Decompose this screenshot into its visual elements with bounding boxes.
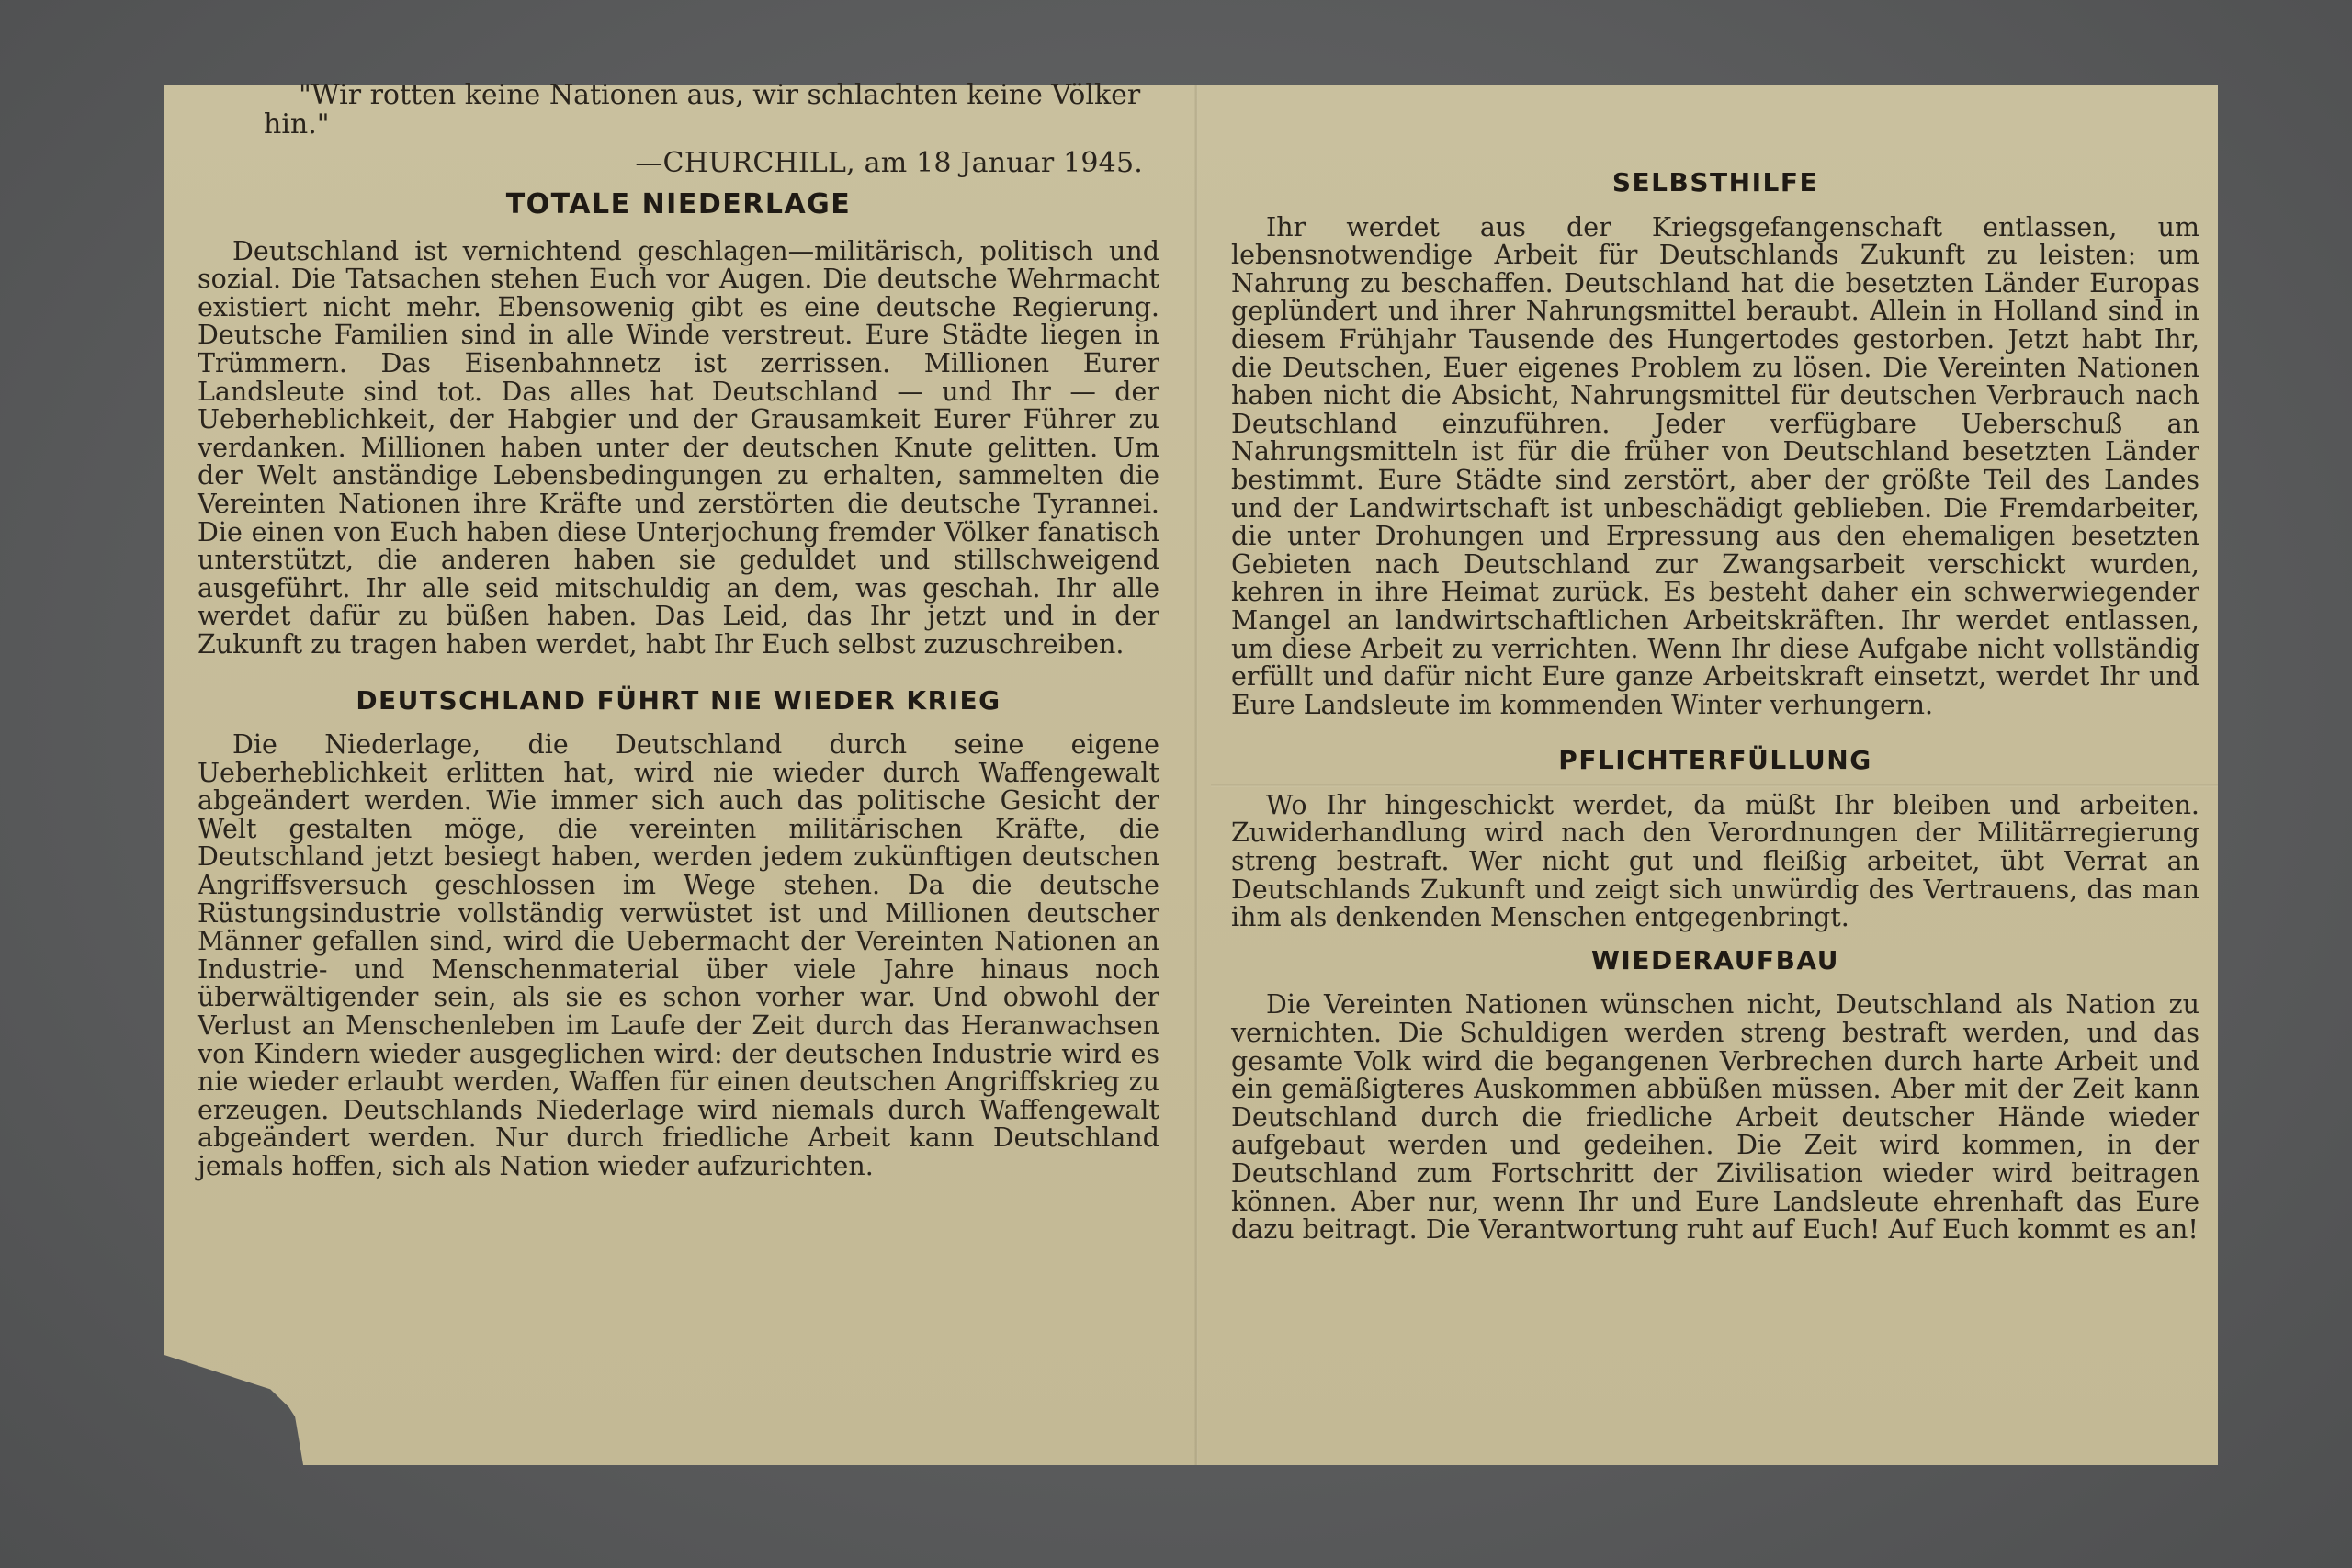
- heading-wiederaufbau: WIEDERAUFBAU: [1591, 944, 1839, 976]
- heading-pflichterfuellung: PFLICHTERFÜLLUNG: [1558, 745, 1872, 776]
- paragraph-pflichterfuellung: Wo Ihr hingeschickt werdet, da müßt Ihr bleiben und arbeiten. Zuwiderhandlung wird nach den Verordnungen der Militärregierung streng bestraft. Wer nicht gut und fleißig arbeitet, übt Verrat an Deutschlands Zukunft und zeigt sich unwürdig des Vertrauens, das man ihm als denkenden Menschen entgegenbringt.: [1231, 789, 2199, 933]
- churchill-quote: "Wir rotten keine Nationen aus, wir schlachten keine Völker hin.": [264, 79, 1141, 141]
- paragraph-nie-wieder-krieg: Die Niederlage, die Deutschland durch seine eigene Ueberheblichkeit erlitten hat, wird nie wieder durch Waffengewalt abgeändert werden. Wie immer sich auch das politische Gesicht der Welt gestalten möge, die vereinten militärischen Kräfte, die Deutschland jetzt besiegt haben, werden jedem zukünftigen deutschen Angriffsversuch geschlossen im Wege stehen. Da die deutsche Rüstungsindustrie vollständig verwüstet ist und Millionen deutscher Männer gefallen sind, wird die Uebermacht der Vereinten Nationen an Industrie- und Menschenmaterial über viele Jahre hinaus noch überwältigender sein, als sie es schon vorher war. Und obwohl der Verlust an Menschenleben im Laufe der Zeit durch das Heranwachsen von Kindern wieder ausgeglichen wird: der deutschen Industrie wird es nie wieder erlaubt werden, Waffen für einen deutschen Angriffskrieg zu erzeugen. Deutschlands Niederlage wird niemals durch Waffengewalt abgeändert werden. Nur durch friedliche Arbeit kann Deutschland jemals hoffen, sich als Nation wieder aufzurichten.: [198, 729, 1159, 1181]
- quote-attribution: —CHURCHILL, am 18 Januar 1945.: [635, 147, 1143, 179]
- heading-selbsthilfe: SELBSTHILFE: [1611, 167, 1819, 197]
- heading-nie-wieder-krieg: DEUTSCHLAND FÜHRT NIE WIEDER KRIEG: [356, 684, 1001, 716]
- left-column: [198, 81, 1159, 1181]
- paragraph-totale-niederlage: Deutschland ist vernichtend geschlagen—militärisch, politisch und sozial. Die Tatsachen stehen Euch vor Augen. Die deutsche Wehrmacht existiert nicht mehr. Ebensowenig gibt es eine deutsche Regierung. Deutsche Familien sind in alle Winde verstreut. Eure Städte liegen in Trümmern. Das Eisenbahnnetz ist zerrissen. Millionen Eurer Landsleute sind tot. Das alles hat Deutschland — und Ihr — der Ueberheblichkeit, der Habgier und der Grausamkeit Eurer Führer zu verdanken. Millionen haben unter der deutschen Knute gelitten. Um der Welt anständige Lebensbedingungen zu erhalten, sammelten die Vereinten Nationen ihre Kräfte und zerstörten die deutsche Tyrannei. Die einen von Euch haben diese Unterjochung fremder Völker fanatisch unterstützt, die anderen haben sie geduldet und stillschweigend ausgeführt. Ihr alle seid mitschuldig an dem, was geschah. Ihr alle werdet dafür zu büßen haben. Das Leid, das Ihr jetzt und in der Zukunft zu tragen haben werdet, habt Ihr Euch selbst zuzuschreiben.: [198, 235, 1159, 660]
- center-fold-crease: [1194, 85, 1198, 1465]
- paragraph-selbsthilfe: Ihr werdet aus der Kriegsgefangenschaft entlassen, um lebensnotwendige Arbeit für Deutschlands Zukunft zu leisten: um Nahrung zu beschaffen. Deutschland hat die besetzten Länder Europas geplündert und ihrer Nahrungsmittel beraubt. Allein in Holland sind in diesem Frühjahr Tausende des Hungertodes gestorben. Jetzt habt Ihr, die Deutschen, Euer eigenes Problem zu lösen. Die Vereinten Nationen haben nicht die Absicht, Nahrungsmittel für deutschen Verbrauch nach Deutschland einzuführen. Jeder verfügbare Ueberschuß an Nahrungsmitteln ist für die früher von Deutschland besetzten Länder bestimmt. Eure Städte sind zerstört, aber der größte Teil des Landes und der Landwirtschaft ist unbeschädigt geblieben. Die Fremdarbeiter, die unter Drohungen und Erpressung aus den ehemaligen besetzten Gebieten nach Deutschland zur Zwangsarbeit verschickt wurden, kehren in ihre Heimat zurück. Es besteht daher ein schwerwiegender Mangel an landwirtschaftlichen Arbeitskräften. Ihr werdet entlassen, um diese Arbeit zu verrichten. Wenn Ihr diese Aufgabe nicht vollständig erfüllt und dafür nicht Eure ganze Arbeitskraft einsetzt, werdet Ihr und Eure Landsleute im kommenden Winter verhungern.: [1231, 211, 2199, 720]
- right-column: [1231, 81, 2199, 1245]
- heading-totale-niederlage: TOTALE NIEDERLAGE: [505, 188, 852, 220]
- paragraph-wiederaufbau: Die Vereinten Nationen wünschen nicht, Deutschland als Nation zu vernichten. Die Schuldigen werden streng bestraft werden, und das gesamte Volk wird die begangenen Verbrechen durch harte Arbeit und ein gemäßigteres Auskommen abbüßen müssen. Aber mit der Zeit kann Deutschland durch die friedliche Arbeit deutscher Hände wieder aufgebaut werden und gedeihen. Die Zeit wird kommen, in der Deutschland zum Fortschritt der Zivilisation wieder wird beitragen können. Aber nur, wenn Ihr und Eure Landsleute ehrenhaft das Eure dazu beitragt. Die Verantwortung ruht auf Euch! Auf Euch kommt es an!: [1231, 989, 2199, 1246]
